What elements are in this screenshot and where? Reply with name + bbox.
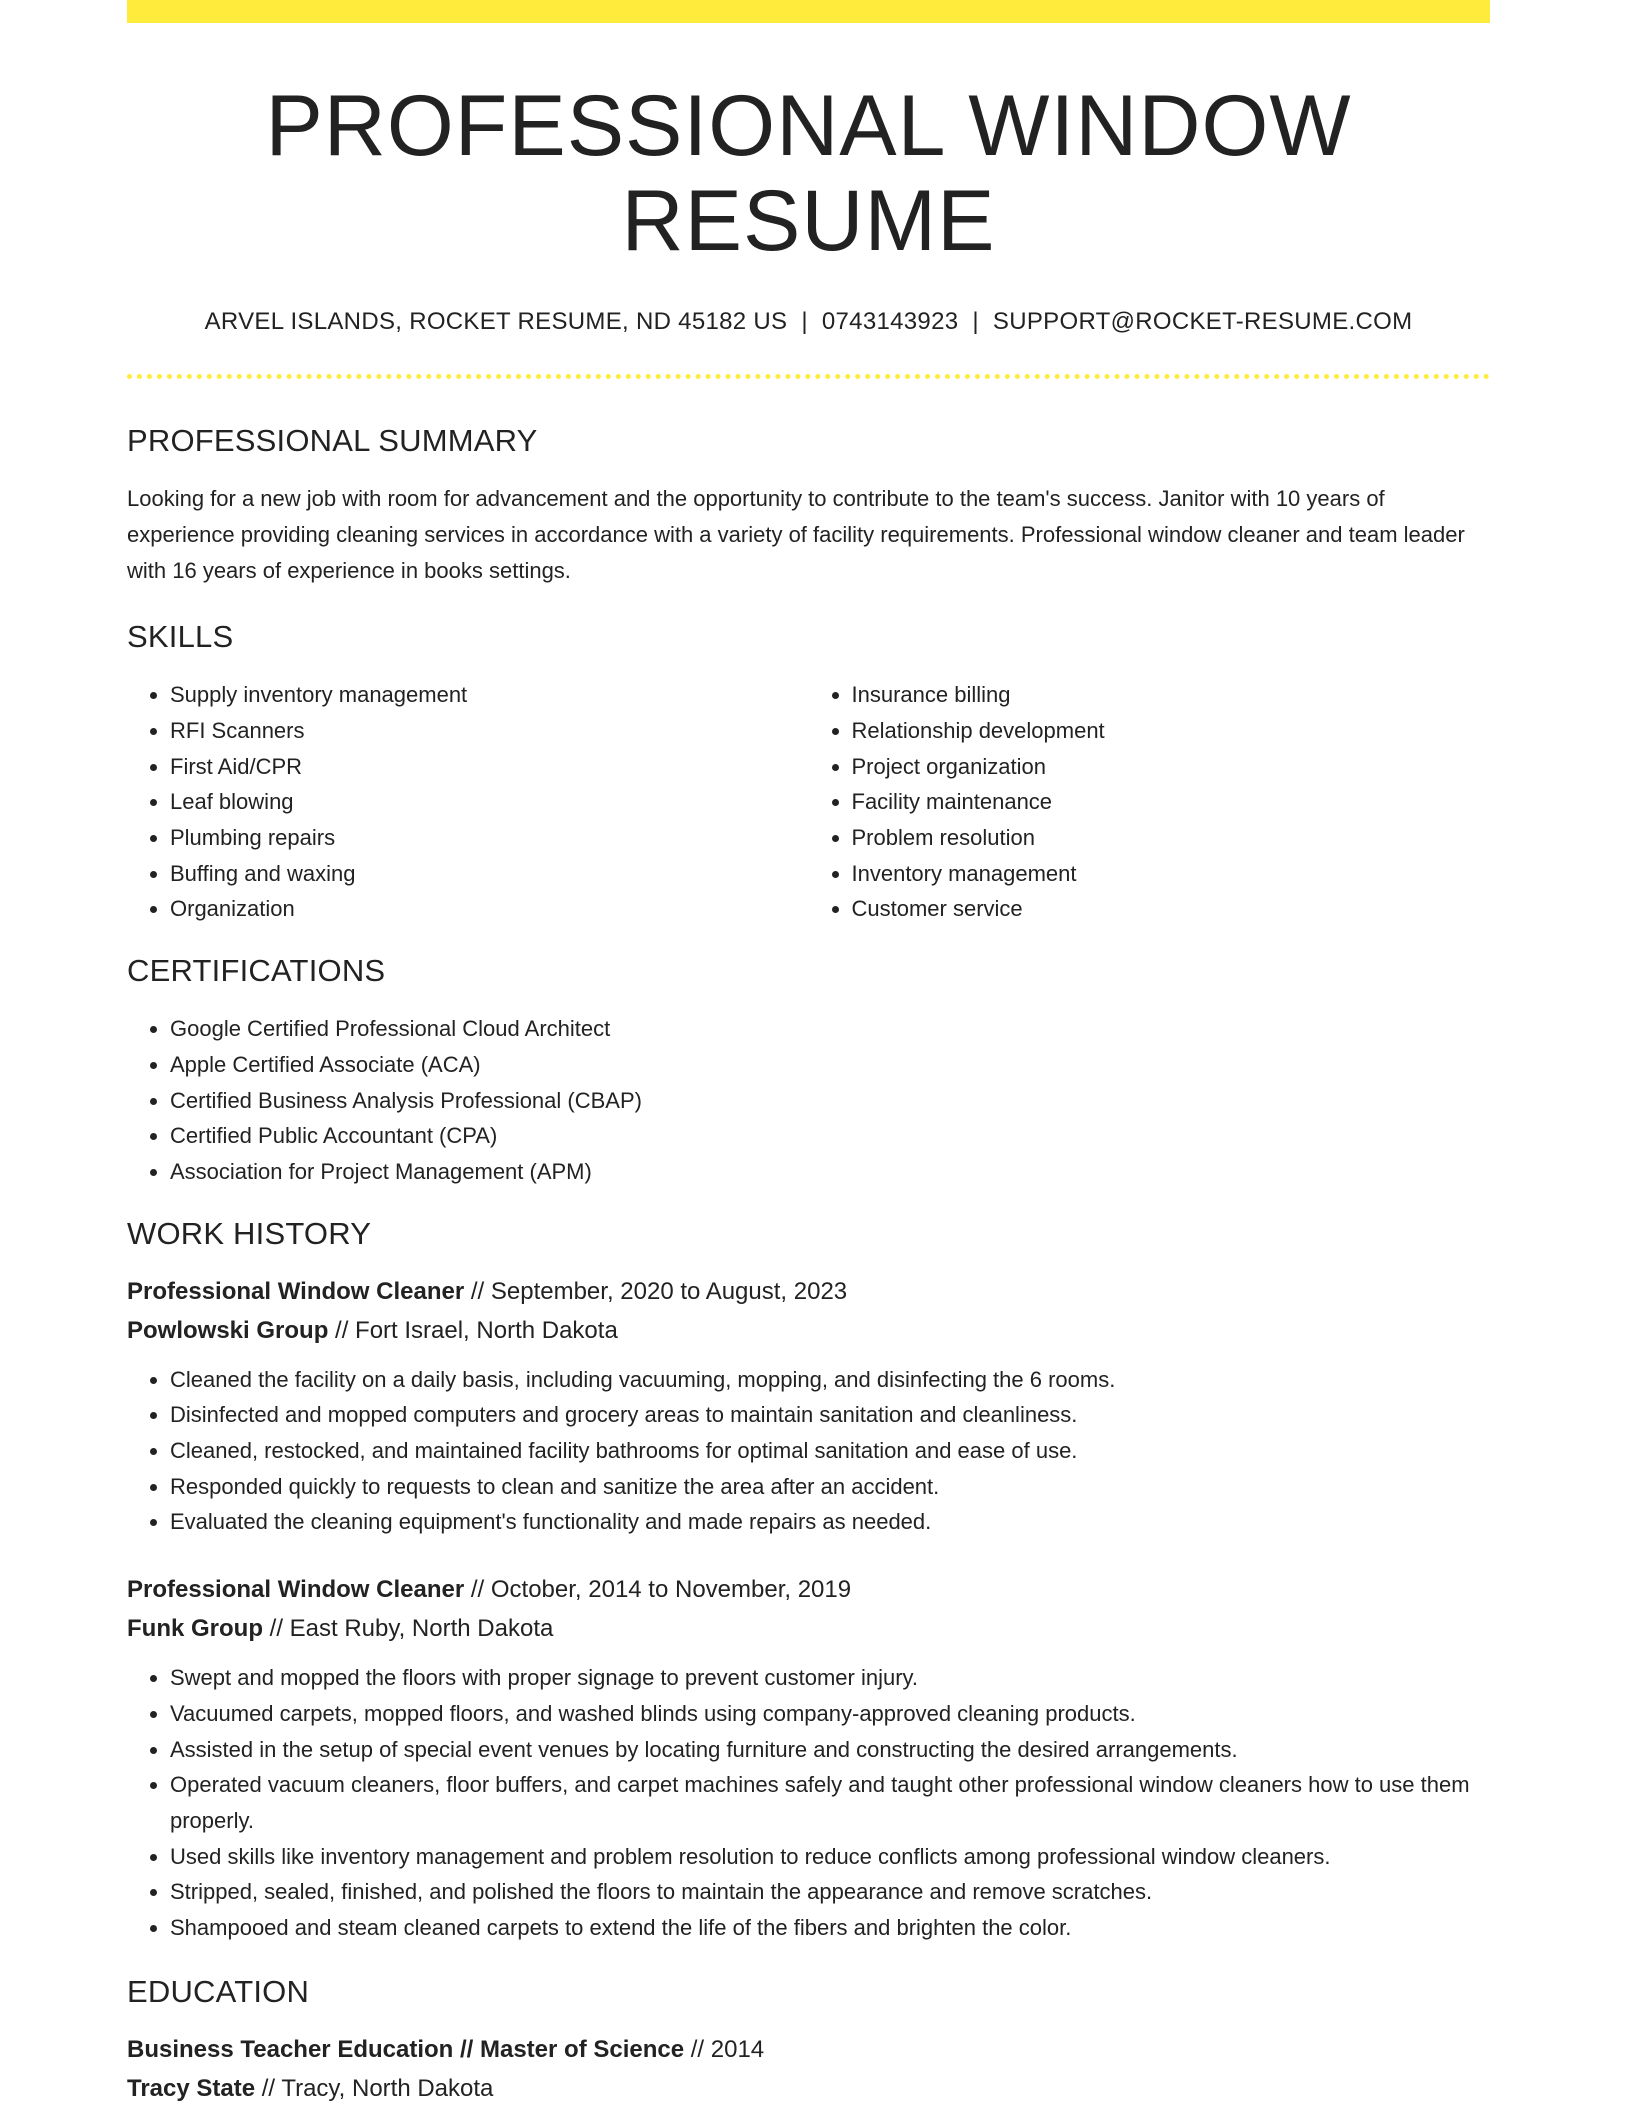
certifications-list <box>127 1011 1490 1190</box>
list-item: • Cleaned, restocked, and maintained facility bathrooms for optimal sanitation and ease of use. <box>170 1433 1490 1469</box>
job-company-line <box>127 1609 1490 1648</box>
dotted-divider <box>127 374 1490 379</box>
contact-email: SUPPORT@ROCKET-RESUME.COM <box>992 308 1413 336</box>
list-item: • Assisted in the setup of special event venues by locating furniture and constructing the desired arrangements. <box>170 1732 1490 1768</box>
contact-separator: | <box>972 308 979 336</box>
education-degree: Business Teacher Education // Master of Science <box>127 2035 685 2063</box>
list-item: • RFI Scanners <box>170 713 809 749</box>
job-role-line <box>127 1272 1490 1311</box>
job-entry <box>127 1272 1490 1541</box>
education-year: // 2014 <box>690 2035 765 2063</box>
list-item: • Cleaned the facility on a daily basis, including vacuuming, mopping, and disinfecting the 6 rooms. <box>170 1362 1490 1398</box>
list-item: • Operated vacuum cleaners, floor buffers, and carpet machines safely and taught other professional window cleaners how to use them properly. <box>170 1767 1490 1838</box>
list-item: • Buffing and waxing <box>170 856 809 892</box>
list-item: • Relationship development <box>852 713 1491 749</box>
education-degree-line <box>127 2030 1490 2069</box>
resume-page <box>127 0 1490 2108</box>
contact-phone: 0743143923 <box>821 308 959 336</box>
job-bullets <box>127 1660 1490 1946</box>
job-dates: // October, 2014 to November, 2019 <box>470 1576 852 1604</box>
education-school: Tracy State <box>127 2074 256 2102</box>
list-item: • Shampooed and steam cleaned carpets to extend the life of the fibers and brighten the color. <box>170 1910 1490 1946</box>
job-bullets <box>127 1362 1490 1541</box>
list-item: • Certified Business Analysis Professional (CBAP) <box>170 1083 1490 1119</box>
job-company: Powlowski Group <box>127 1316 329 1344</box>
list-item: • Customer service <box>852 891 1491 927</box>
list-item: • Disinfected and mopped computers and grocery areas to maintain sanitation and cleanliness. <box>170 1397 1490 1433</box>
list-item: • Plumbing repairs <box>170 820 809 856</box>
job-dates: // September, 2020 to August, 2023 <box>470 1277 848 1305</box>
contact-address: ARVEL ISLANDS, ROCKET RESUME, ND 45182 US <box>204 308 788 336</box>
job-role: Professional Window Cleaner <box>127 1277 465 1305</box>
resume-name: PROFESSIONAL WINDOW RESUME <box>265 78 1352 269</box>
list-item: • Inventory management <box>852 856 1491 892</box>
skills-columns <box>127 677 1490 927</box>
list-item: • Leaf blowing <box>170 784 809 820</box>
list-item: • Vacuumed carpets, mopped floors, and washed blinds using company-approved cleaning products. <box>170 1696 1490 1732</box>
job-company-line <box>127 1311 1490 1350</box>
list-item: • Problem resolution <box>852 820 1491 856</box>
list-item: • Organization <box>170 891 809 927</box>
work-history-title: WORK HISTORY <box>127 1215 372 1251</box>
top-accent-bar <box>127 0 1490 23</box>
skills-title: SKILLS <box>127 619 234 655</box>
certifications-title: CERTIFICATIONS <box>127 953 386 989</box>
list-item: • Evaluated the cleaning equipment's functionality and made repairs as needed. <box>170 1504 1490 1540</box>
list-item: • Responded quickly to requests to clean and sanitize the area after an accident. <box>170 1469 1490 1505</box>
list-item: • Project organization <box>852 749 1491 785</box>
list-item: • First Aid/CPR <box>170 749 809 785</box>
list-item: • Association for Project Management (APM) <box>170 1154 1490 1190</box>
education-entry <box>127 2030 1490 2108</box>
summary-title: PROFESSIONAL SUMMARY <box>127 423 538 459</box>
education-title: EDUCATION <box>127 1973 310 2009</box>
job-location: // East Ruby, North Dakota <box>269 1615 554 1643</box>
list-item: • Apple Certified Associate (ACA) <box>170 1047 1490 1083</box>
job-entry <box>127 1570 1490 1946</box>
list-item: • Insurance billing <box>852 677 1491 713</box>
list-item: • Supply inventory management <box>170 677 809 713</box>
skills-list-left <box>127 677 809 927</box>
job-location: // Fort Israel, North Dakota <box>335 1316 618 1344</box>
job-role: Professional Window Cleaner <box>127 1576 465 1604</box>
contact-separator: | <box>801 308 808 336</box>
education-location: // Tracy, North Dakota <box>261 2074 494 2102</box>
list-item: • Swept and mopped the floors with proper signage to prevent customer injury. <box>170 1660 1490 1696</box>
list-item: • Facility maintenance <box>852 784 1491 820</box>
job-company: Funk Group <box>127 1615 263 1643</box>
list-item: • Stripped, sealed, finished, and polished the floors to maintain the appearance and remove scratches. <box>170 1874 1490 1910</box>
list-item: • Certified Public Accountant (CPA) <box>170 1118 1490 1154</box>
list-item: • Used skills like inventory management and problem resolution to reduce conflicts among professional window cleaners. <box>170 1839 1490 1875</box>
list-item: • Google Certified Professional Cloud Architect <box>170 1011 1490 1047</box>
skills-list-right <box>809 677 1491 927</box>
summary-text: Looking for a new job with room for advancement and the opportunity to contribute to the team's success. Janitor with 10 years of experience providing cleaning services in accordance with a variety of facility requirements. Professional window cleaner and team leader with 16 years of experience in books settings. <box>127 486 1465 584</box>
job-role-line <box>127 1570 1490 1609</box>
education-school-line <box>127 2069 1490 2108</box>
contact-line <box>127 308 1490 336</box>
